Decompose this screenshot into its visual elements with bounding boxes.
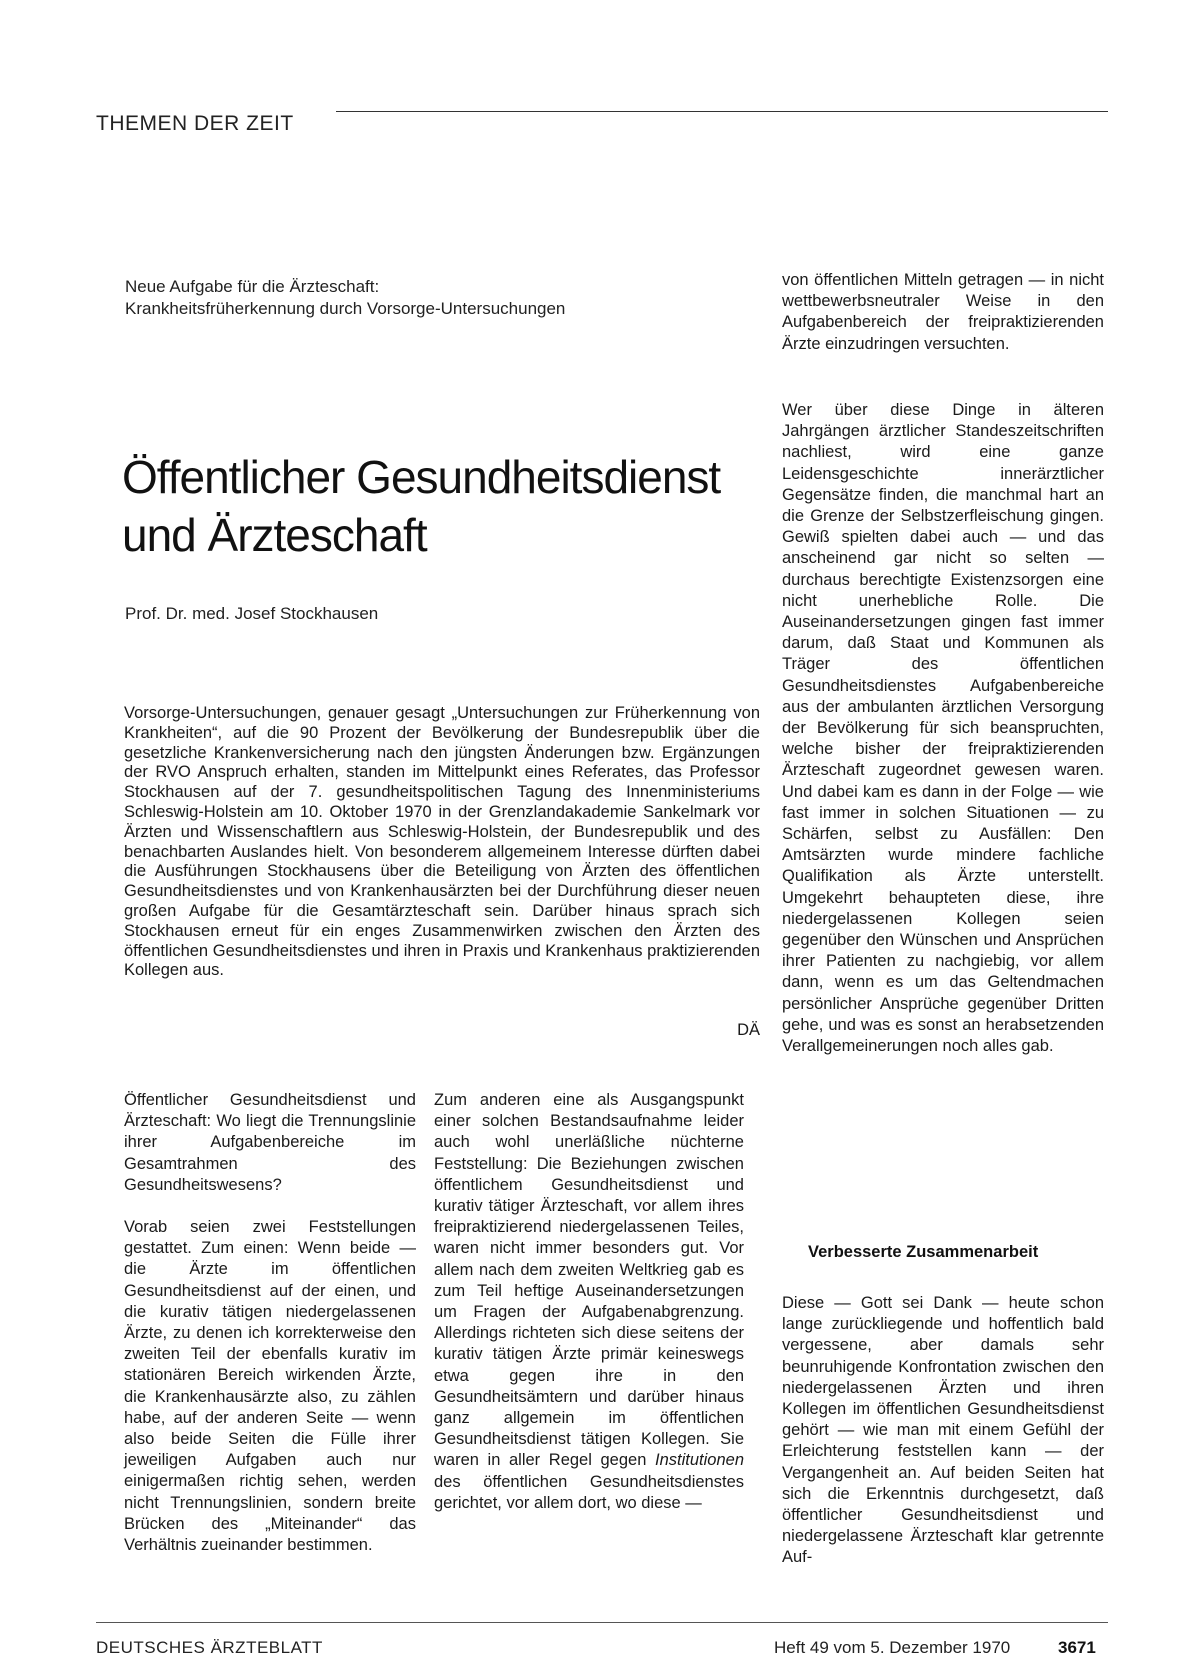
issue-info: Heft 49 vom 5. Dezember 1970 (774, 1638, 1011, 1657)
article-kicker (125, 276, 765, 320)
body-paragraph: Öffentlicher Gesundheitsdienst und Ärzteschaft: Wo liegt die Trennungslinie ihrer Aufgabenbereiche im Gesamtrahmen des Gesundheitswesens? (124, 1091, 416, 1194)
kicker-line-2: Krankheitsfrüherkennung durch Vorsorge-Untersuchungen (125, 299, 566, 318)
abstract-signature: DÄ (737, 1021, 760, 1039)
body-paragraph: Wer über diese Dinge in älteren Jahrgängen ärztlicher Standeszeitschriften nachliest, wird eine ganze Leidensgeschichte innerärztlicher Gegensätze finden, die manchmal hart an die Grenze der Selbstzerfleischung gingen. Gewiß spielten dabei auch — und das anscheinend gar nicht so selten — durchaus berechtigte Existenzsorgen eine nicht unerhebliche Rolle. Die Auseinandersetzungen gingen fast immer darum, daß Staat und Kommunen als Träger des öffentlichen Gesundheitsdienstes Aufgabenbereiche aus der ambulanten ärztlichen Versorgung der Bevölkerung für sich beanspruchten, welche bisher der freipraktizierenden Ärzteschaft zugeordnet gewesen waren. Und dabei kam es dann in der Folge — wie fast immer in solchen Situationen — zu Schärfen, selbst zu Ausfällen: Den Amtsärzten wurde mindere fachliche Qualifikation als Ärzte unterstellt. Umgekehrt behaupteten diese, ihre niedergelassenen Kollegen seien gegenüber den Wünschen und Ansprüchen ihrer Patienten zu nachgiebig, vor allem dann, wenn es um das Geltendmachen persönlicher Ansprüche gegenüber Dritten gehe, und was es sonst an herabsetzenden Verallgemeinerungen noch alles gab. (782, 401, 1104, 1056)
body-paragraph: Diese — Gott sei Dank — heute schon lange zurückliegende und hoffentlich bald vergessene, aber damals sehr beunruhigende Konfrontation zwischen den niedergelassenen Ärzten und ihren Kollegen im öffentlichen Gesundheitsdienst gehört — wie man mit einem Gefühl der Erleichterung feststellen kann — der Vergangenheit an. Auf beiden Seiten hat sich die Erkenntnis durchgesetzt, daß öffentlicher Gesundheitsdienst und niedergelassene Ärzteschaft klar getrennte Auf- (782, 1294, 1104, 1567)
text-run: des öffentlichen Gesundheitsdienstes gerichtet, vor allem dort, wo diese — (434, 1472, 744, 1512)
body-paragraph: Vorab seien zwei Feststellungen gestattet. Zum einen: Wenn beide — die Ärzte im öffentlichen Gesundheitsdienst auf der einen, und die kurativ tätigen niedergelassenen Ärzte, zu denen ich korrekterweise den zweiten Teil der ebenfalls kurativ im stationären Bereich wirkenden Ärzte, die Krankenhausärzte also, zu zählen habe, auf der anderen Seite — wenn also beide Seiten die Fülle ihrer jeweiligen Aufgaben auch nur einigermaßen richtig sehen, werden nicht Trennungslinien, sondern breite Brücken des „Miteinander“ das Verhältnis zueinander bestimmen. (124, 1218, 416, 1555)
article-title (122, 448, 762, 564)
header-rule (336, 111, 1108, 112)
kicker-line-1: Neue Aufgabe für die Ärzteschaft: (125, 277, 380, 296)
journal-name: DEUTSCHES ÄRZTEBLATT (96, 1638, 323, 1657)
body-column-right (782, 400, 1104, 1057)
body-column-right-continuation (782, 270, 1104, 355)
italic-term: Institutionen (655, 1451, 744, 1470)
body-column-left (124, 1090, 416, 1556)
footer-rule (96, 1622, 1108, 1623)
section-heading: THEMEN DER ZEIT (96, 112, 294, 135)
page-number: 3671 (1058, 1638, 1096, 1657)
article-abstract: Vorsorge-Untersuchungen, genauer gesagt „Untersuchungen zur Früherkennung von Krankheiten“, auf die 90 Prozent der Bevölkerung der Bundesrepublik über die gesetzliche Krankenversicherung nach den jüngsten Änderungen bzw. Ergänzungen der RVO Anspruch erhalten, standen im Mittelpunkt eines Referates, das Professor Stockhausen auf der 7. gesundheitspolitischen Tagung des Innenministeriums Schleswig-Holstein am 10. Oktober 1970 in der Grenzlandakademie Sankelmark vor Ärzten und Wissenschaftlern aus Schleswig-Holstein, der Bundesrepublik und des benachbarten Auslandes hielt. Von besonderem allgemeinem Interesse dürften dabei die Ausführungen Stockhausens über die Beteiligung von Ärzten des öffentlichen Gesundheitsdienstes und von Krankenhausärzten bei der Durchführung dieser neuen großen Aufgabe für die Gesamtärzteschaft sein. Darüber hinaus sprach sich Stockhausen erneut für ein enges Zusammenwirken zwischen den Ärzten des öffentlichen Gesundheitsdienstes und ihren in Praxis und Krankenhaus praktizierenden Kollegen aus. (124, 704, 760, 980)
body-paragraph (434, 1090, 744, 1514)
section-subheading: Verbesserte Zusammenarbeit (808, 1243, 1039, 1261)
article-author: Prof. Dr. med. Josef Stockhausen (125, 604, 379, 623)
body-column-middle (434, 1090, 744, 1514)
body-paragraph: von öffentlichen Mitteln getragen — in nicht wettbewerbsneutraler Weise in den Aufgabenbereich der freipraktizierenden Ärzte einzudringen versuchten. (782, 271, 1104, 353)
title-line-2: und Ärzteschaft (122, 509, 427, 561)
body-column-right-lower (782, 1293, 1104, 1569)
text-run: Zum anderen eine als Ausgangspunkt einer solchen Bestandsaufnahme leider auch wohl unerläßliche nüchterne Feststellung: Die Beziehungen zwischen öffentlichem Gesundheitsdienst und kurativ tätiger Ärzteschaft, vor allem ihres freipraktizierend niedergelassenen Teiles, waren nicht immer besonders gut. Vor allem nach dem zweiten Weltkrieg gab es zum Teil heftige Auseinandersetzungen um Fragen der Aufgabenabgrenzung. Allerdings richteten sich diese seitens der kurativ tätigen Ärzte primär keineswegs etwa gegen ihre in den Gesundheitsämtern und darüber hinaus ganz allgemein im öffentlichen Gesundheitsdienst tätigen Kollegen. Sie waren in aller Regel gegen (434, 1091, 744, 1470)
title-line-1: Öffentlicher Gesundheitsdienst (122, 451, 721, 503)
